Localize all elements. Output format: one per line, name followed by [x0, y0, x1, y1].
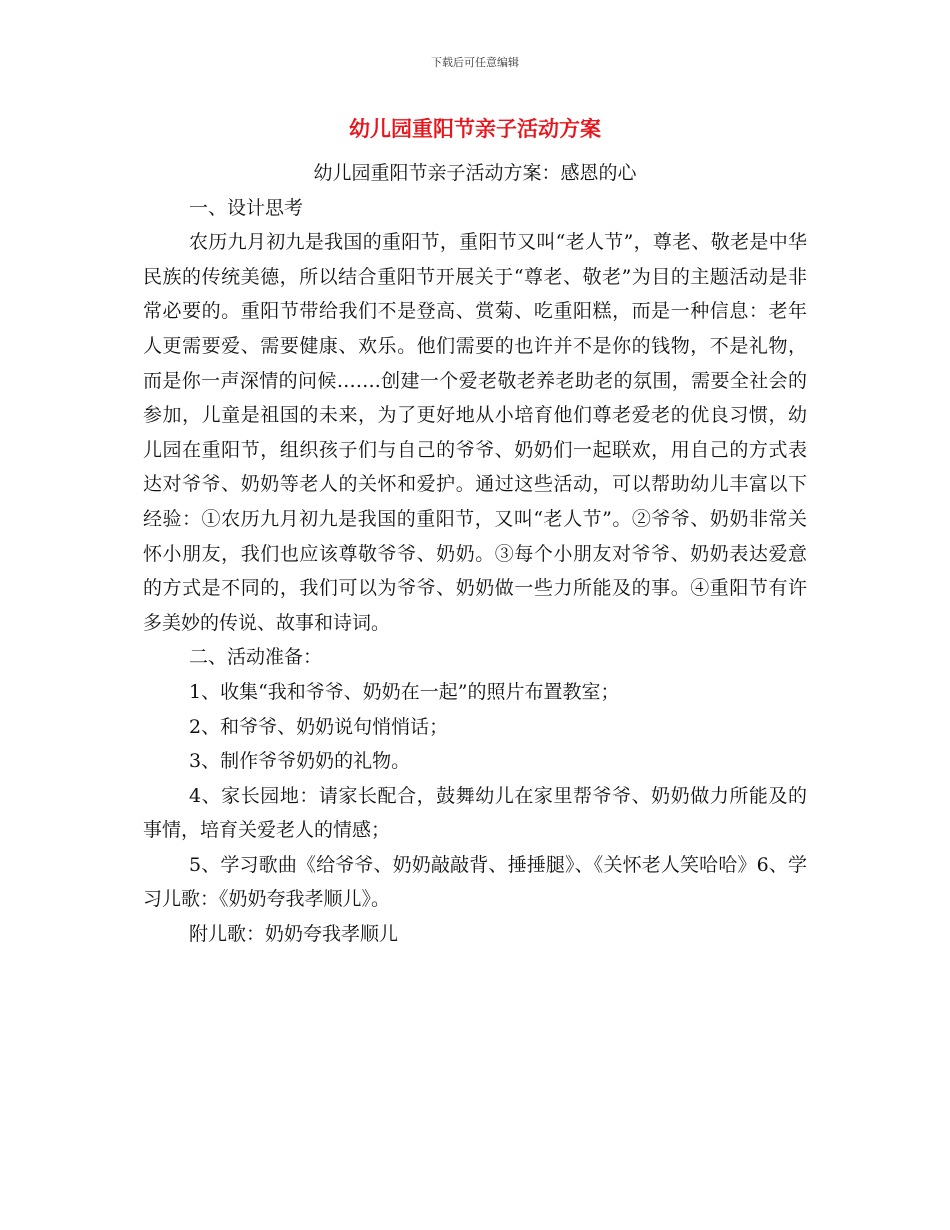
preparation-item-4: 4、家长园地：请家长配合，鼓舞幼儿在家里帮爷爷、奶奶做力所能及的事情，培育关爱老人的情感；: [143, 784, 807, 842]
header-note: 下载后可任意编辑: [431, 56, 519, 69]
section-heading-preparation: 二、活动准备：: [189, 646, 323, 669]
preparation-item-1: 1、收集“我和爷爷、奶奶在一起”的照片布置教室；: [189, 680, 620, 703]
document-title: 幼儿园重阳节亲子活动方案: [349, 117, 601, 141]
design-paragraph: 农历九月初九是我国的重阳节，重阳节又叫“老人节”，尊老、敬老是中华民族的传统美德，所以结合重阳节开展关于“尊老、敬老”为目的主题活动是非常必要的。重阳节带给我们不是登高、赏菊、吃重阳糕，而是一种信息：老年人更需要爱、需要健康、欢乐。他们需要的也许并不是你的钱物，不是礼物，而是你一声深情的问候…….创建一个爱老敬老养老助老的氛围，需要全社会的参加，儿童是祖国的未来，为了更好地从小培育他们尊老爱老的优良习惯，幼儿园在重阳节，组织孩子们与自己的爷爷、奶奶们一起联欢，用自己的方式表达对爷爷、奶奶等老人的关怀和爱护。通过这些活动，可以帮助幼儿丰富以下经验：①农历九月初九是我国的重阳节，又叫“老人节”。②爷爷、奶奶非常关怀小朋友，我们也应该尊敬爷爷、奶奶。③每个小朋友对爷爷、奶奶表达爱意的方式是不同的，我们可以为爷爷、奶奶做一些力所能及的事。④重阳节有许多美妙的传说、故事和诗词。: [143, 231, 807, 634]
section-heading-design: 一、设计思考: [189, 196, 304, 219]
appendix-song: 附儿歌：奶奶夸我孝顺儿: [189, 923, 399, 946]
document-subtitle: 幼儿园重阳节亲子活动方案：感恩的心: [313, 162, 637, 184]
document-body: [143, 156, 807, 952]
preparation-item-2: 2、和爷爷、奶奶说句悄悄话；: [189, 715, 449, 738]
preparation-item-3: 3、制作爷爷奶奶的礼物。: [189, 750, 411, 773]
preparation-item-5: 5、学习歌曲《给爷爷、奶奶敲敲背、捶捶腿》、《关怀老人笑哈哈》6、学习儿歌：《奶奶夸我孝顺儿》。: [143, 853, 807, 911]
